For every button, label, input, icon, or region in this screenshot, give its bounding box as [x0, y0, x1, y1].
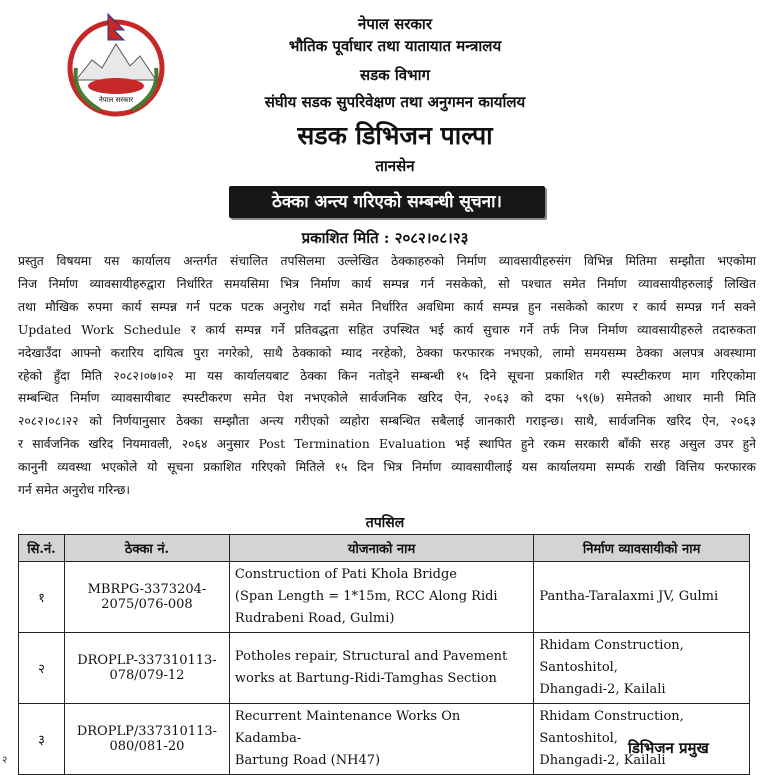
body-line: २०८२।०८।२२ को निर्णयानुसार ठेक्का सम्झौता अन्त्य गरीएको व्यहोरा सम्बन्धित सबैलाई जानकारी गराइन्छ। साथै, सार्वजनिक खरिद ऐन, २०६३ [18, 414, 756, 429]
body-line: गर्न समेत अनुरोध गरिन्छ। [18, 483, 131, 498]
cell-contract-no [64, 562, 229, 633]
cell-contractor [534, 633, 750, 704]
cell-line: DROPLP/337310113- [76, 724, 218, 739]
body-line: कानुनी व्यवस्था भएकोले यो सूचना प्रकाशित गरिएको मितिले १५ दिन भित्र निर्माण व्यावसायीलाई यस कार्यालयमा सम्पर्क राखी वित्तिय फरफारक [18, 460, 756, 475]
cell-line: Rudrabeni Road, Gulmi) [234, 611, 395, 626]
body-line: नदेखाउँदा आफ्नो करारिय दायित्व पुरा नगरेको, साथै ठेक्काको म्याद नरहेको, ठेक्का फरफारक नभएको, लामो समयसम्म ठेक्का अलपत्र अवस्थामा [18, 345, 756, 360]
body-line: तथा मौखिक रुपमा कार्य सम्पन्न गर्न पटक पटक अनुरोध गर्दा समेत निर्धारित अवधिमा कार्य सम्पन्न हुन नसकेको कारण र कार्य सम्पन्न गर्न सक्ने [18, 299, 756, 314]
table-row [19, 633, 750, 704]
cell-line: Dhangadi-2, Kailali [539, 682, 666, 697]
cell-sn: १ [19, 562, 65, 633]
cell-contract-no [64, 704, 229, 775]
cell-line: Rhidam Construction, Santoshitol, [539, 638, 684, 675]
cell-project-name [229, 704, 533, 775]
cell-line: Dhangadi-2, Kailali [539, 753, 666, 768]
table-title: तपसिल [365, 515, 405, 531]
table-header-row [19, 535, 750, 562]
cell-project-name [229, 562, 533, 633]
header-department: सडक विभाग [359, 66, 430, 84]
cell-line: 080/081-20 [109, 739, 185, 754]
cell-line: Potholes repair, Structural and Pavement [234, 649, 508, 664]
emblem-mountain-shape [76, 44, 156, 80]
cell-line: Construction of Pati Khola Bridge [234, 567, 457, 582]
cell-project-name [229, 633, 533, 704]
col-header-project-name: योजनाको नाम [229, 535, 533, 562]
cell-sn: ३ [19, 704, 65, 775]
cell-line: 078/079-12 [109, 668, 185, 683]
cell-line: Bartung Road (NH47) [234, 753, 381, 768]
notice-title-banner: ठेक्का अन्त्य गरिएको सम्बन्धी सूचना। [229, 186, 545, 218]
cell-line: Pantha-Taralaxmi JV, Gulmi [539, 589, 719, 604]
signature-title: डिभिजन प्रमुख [628, 739, 709, 757]
col-header-contract-no: ठेक्का नं. [64, 535, 229, 562]
body-line: निज निर्माण व्यावसायीहरुद्वारा निर्धारित समयसिमा भित्र निर्माण कार्य सम्पन्न गर्न नसकेको, सो पश्चात समेत निर्माण व्यावसायीहरुलाई लिखित [18, 276, 756, 291]
cell-line: 2075/076-008 [101, 597, 193, 612]
cell-contract-no [64, 633, 229, 704]
emblem-ribbon-text: नेपाल सरकार [98, 96, 134, 104]
government-emblem-icon [62, 10, 170, 118]
notice-body [18, 250, 756, 502]
body-line: सम्बन्धित निर्माण व्यावसायीबाट स्पस्टीकरण समेत पेश नभएकोले सार्वजनिक खरिद ऐन, २०६३ को दफा ५९(७) समेतको आधार मानी मिति [18, 391, 756, 406]
header-ministry: भौतिक पूर्वाधार तथा यातायात मन्त्रालय [288, 37, 502, 55]
body-line: प्रस्तुत विषयमा यस कार्यालय अन्तर्गत संचालित तपसिलमा उल्लेखित ठेक्काहरुको निर्माण व्यावसायीहरुसंग विभिन्न मितिमा सम्झौता भएकोमा [18, 254, 756, 268]
header-place: तानसेन [375, 157, 415, 175]
cell-sn: २ [19, 633, 65, 704]
col-header-sn: सि.नं. [19, 535, 65, 562]
header-government: नेपाल सरकार [358, 15, 432, 33]
published-date: प्रकाशित मिति : २०८२।०८।२३ [301, 229, 469, 247]
table-row [19, 562, 750, 633]
cell-line: DROPLP-337310113- [77, 653, 217, 668]
emblem-flag-shape [108, 14, 124, 40]
cell-line: works at Bartung-Ridi-Tamghas Section [234, 671, 497, 686]
body-line: रहेको हुँदा मिति २०८२।०७।०२ मा यस कार्यालयबाट ठेक्का किन नतोड्ने सम्बन्धी १५ दिने सूचना प्रकाशित गरी स्पस्टीकरण माग गरिएकोमा [18, 368, 756, 383]
body-line: र सार्वजनिक खरिद नियमावली, २०६४ अनुसार Post Termination Evaluation भई स्थापित हुने रकम सरकारी बाँकी सरह असुल उपर हुने [18, 437, 756, 452]
cell-line: Recurrent Maintenance Works On Kadamba- [234, 709, 461, 746]
cell-contractor [534, 562, 750, 633]
body-line: Updated Work Schedule र कार्य सम्पन्न गर्ने प्रतिवद्धता सहित उपस्थित भई कार्य सुचारु गर्ने तर्फ निज निर्माण व्यावसायीहरुले तदारुकता [18, 322, 756, 337]
corner-mark: २ [2, 755, 8, 766]
cell-line: (Span Length = 1*15m, RCC Along Ridi [234, 589, 498, 604]
cell-line: Rhidam Construction, Santoshitol, [539, 709, 684, 746]
emblem-map-shape [88, 78, 144, 94]
header-division-office: सडक डिभिजन पाल्पा [297, 121, 493, 150]
cell-line: MBRPG-3373204- [87, 582, 207, 597]
col-header-contractor: निर्माण व्यावसायीको नाम [534, 535, 750, 562]
header-office-federal: संघीय सडक सुपरिवेक्षण तथा अनुगमन कार्यालय [264, 93, 526, 111]
